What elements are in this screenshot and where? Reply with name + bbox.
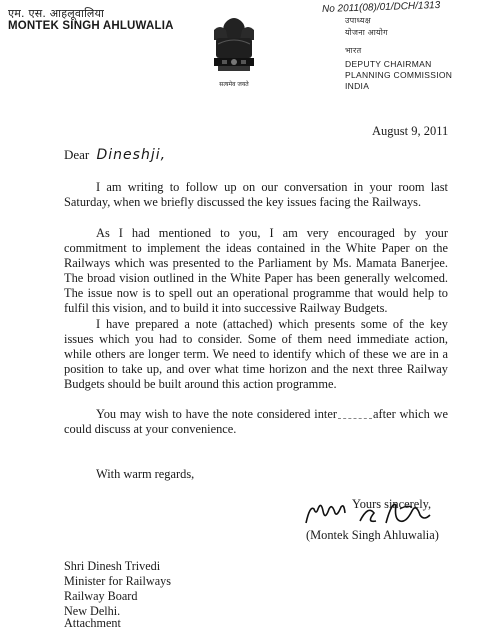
recipient-line-2: Minister for Railways [64, 574, 171, 588]
office-line-3: INDIA [345, 81, 370, 91]
paragraph-4-end: after which we could discuss at your convenience. [64, 407, 448, 436]
office-line-1: DEPUTY CHAIRMAN [345, 59, 432, 69]
paragraph-4 [64, 407, 448, 437]
recipient-line-3: Railway Board [64, 589, 138, 603]
salutation-word: Dear [64, 147, 90, 162]
recipient-line-1: Shri Dinesh Trivedi [64, 559, 161, 573]
office-hindi-line-1: उपाध्यक्ष [345, 16, 371, 25]
national-emblem-icon [206, 14, 262, 98]
paragraph-4-start: You may wish to have the note considered inter [96, 407, 337, 421]
office-hindi-line-3: भारत [345, 46, 362, 55]
emblem-motto: सत्यमेव जयते [219, 81, 249, 88]
recipient-address [64, 559, 171, 619]
office-line-2: PLANNING COMMISSION [345, 70, 453, 80]
letterhead-hindi-name: एम. एस. आहलूवालिया [8, 7, 105, 20]
reference-number: No 2011(08)/01/DCH/1313 [321, 0, 441, 16]
recipient-line-4: New Delhi. [64, 604, 121, 618]
salutation [64, 147, 166, 163]
signer-name: (Montek Singh Ahluwalia) [306, 528, 439, 542]
office-hindi-line-2: योजना आयोग [345, 28, 388, 37]
paragraph-2: As I had mentioned to you, I am very encouraged by your commitment to implement the ideas contained in the White Paper on the Railways which was presented to the Parliament by Ms. Mamata Banerjee. The broad vision outlined in the White Paper has been generally welcomed. The issue now is to spell out an operational programme that would help to fulfil this vision, and to build it into successive Railway Budgets. [64, 226, 448, 315]
closing-yours: Yours sincerely, [352, 497, 432, 511]
letter-date: August 9, 2011 [372, 124, 449, 138]
attachment-label: Attachment [64, 616, 121, 630]
letterhead-english-name: MONTEK SINGH AHLUWALIA [8, 20, 174, 32]
salutation-name: Dineshji, [96, 147, 167, 163]
closing-regards: With warm regards, [96, 467, 195, 481]
paragraph-1: I am writing to follow up on our conversation in your room last Saturday, when we briefly discussed the key issues facing the Railways. [64, 180, 448, 209]
paragraph-3: I have prepared a note (attached) which presents some of the key issues which you had to consider. Some of them need immediate action, while others are longer term. We need to identify which of these we are in a position to take up, and over what time horizon and the next three Railway Budgets should be built around this action programme. [64, 317, 448, 391]
redacted-gap [338, 412, 372, 419]
